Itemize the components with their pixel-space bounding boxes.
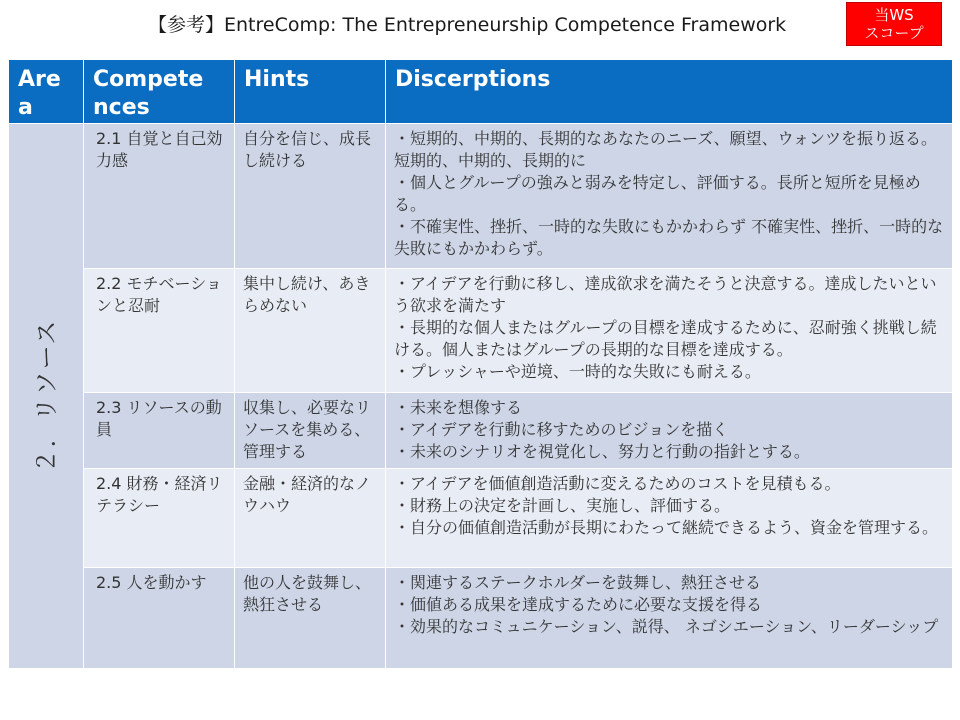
hint-cell: 他の人を鼓舞し、熱狂させる — [235, 568, 386, 669]
hint-cell: 集中し続け、あきらめない — [235, 269, 386, 393]
col-header-descriptions: Discerptions — [386, 60, 953, 124]
description-line: ・短期的、中期的、長期的なあなたのニーズ、願望、ウォンツを振り返る。短期的、中期的、長期的に — [394, 129, 938, 170]
competence-cell: 2.1 自覚と自己効力感 — [84, 124, 235, 269]
competence-table — [8, 59, 953, 669]
description-cell — [386, 469, 953, 568]
description-line: ・個人とグループの強みと弱みを特定し、評価する。長所と短所を見極める。 — [394, 173, 921, 214]
table-row — [9, 124, 953, 269]
description-line: ・価値ある成果を達成するために必要な支援を得る — [394, 595, 763, 614]
description-line: ・アイデアを行動に移すためのビジョンを描く — [394, 420, 729, 439]
competence-cell: 2.2 モチベーションと忍耐 — [84, 269, 235, 393]
description-line: ・財務上の決定を計画し、実施し、評価する。 — [394, 496, 731, 515]
description-line: ・アイデアを行動に移し、達成欲求を満たそうと決意する。達成したいという欲求を満たす — [394, 274, 937, 315]
hint-cell: 収集し、必要なリソースを集める、管理する — [235, 393, 386, 469]
table-row — [9, 393, 953, 469]
description-line: ・長期的な個人またはグループの目標を達成するために、忍耐強く挑戦し続ける。個人またはグループの長期的な目標を達成する。 — [394, 318, 937, 359]
area-cell — [9, 124, 84, 669]
description-line: ・関連するステークホルダーを鼓舞し、熱狂させる — [394, 573, 762, 592]
competence-cell: 2.5 人を動かす — [84, 568, 235, 669]
competence-cell: 2.3 リソースの動員 — [84, 393, 235, 469]
description-line: ・不確実性、挫折、一時的な失敗にもかかわらず 不確実性、挫折、一時的な失敗にもかかわらず。 — [394, 217, 944, 258]
badge-line-1: 当WS — [874, 6, 914, 24]
description-line: ・効果的なコミュニケーション、説得、 ネゴシエーション、リーダーシップ — [394, 617, 939, 636]
description-cell — [386, 568, 953, 669]
description-line: ・アイデアを価値創造活動に変えるためのコストを見積もる。 — [394, 474, 841, 493]
table-row — [9, 269, 953, 393]
table-row — [9, 568, 953, 669]
area-label: ２．リソース — [32, 318, 60, 474]
badge-line-2: スコープ — [864, 24, 924, 42]
description-line: ・自分の価値創造活動が長期にわたって継続できるよう、資金を管理する。 — [394, 518, 939, 537]
description-line: ・プレッシャーや逆境、一時的な失敗にも耐える。 — [394, 362, 761, 381]
description-line: ・未来を想像する — [394, 398, 523, 417]
description-cell — [386, 269, 953, 393]
hint-cell: 自分を信じ、成長し続ける — [235, 124, 386, 269]
table-row — [9, 469, 953, 568]
col-header-hints: Hints — [235, 60, 386, 124]
description-cell — [386, 393, 953, 469]
scope-badge — [846, 2, 942, 46]
hint-cell: 金融・経済的なノウハウ — [235, 469, 386, 568]
page-title: 【参考】EntreComp: The Entrepreneurship Competence Framework — [148, 14, 787, 36]
table-header-row — [9, 60, 953, 124]
competence-cell: 2.4 財務・経済リテラシー — [84, 469, 235, 568]
description-line: ・未来のシナリオを視覚化し、努力と行動の指針とする。 — [394, 442, 810, 461]
col-header-competences: Compete nces — [84, 60, 235, 124]
description-cell — [386, 124, 953, 269]
col-header-area: Are a — [9, 60, 84, 124]
